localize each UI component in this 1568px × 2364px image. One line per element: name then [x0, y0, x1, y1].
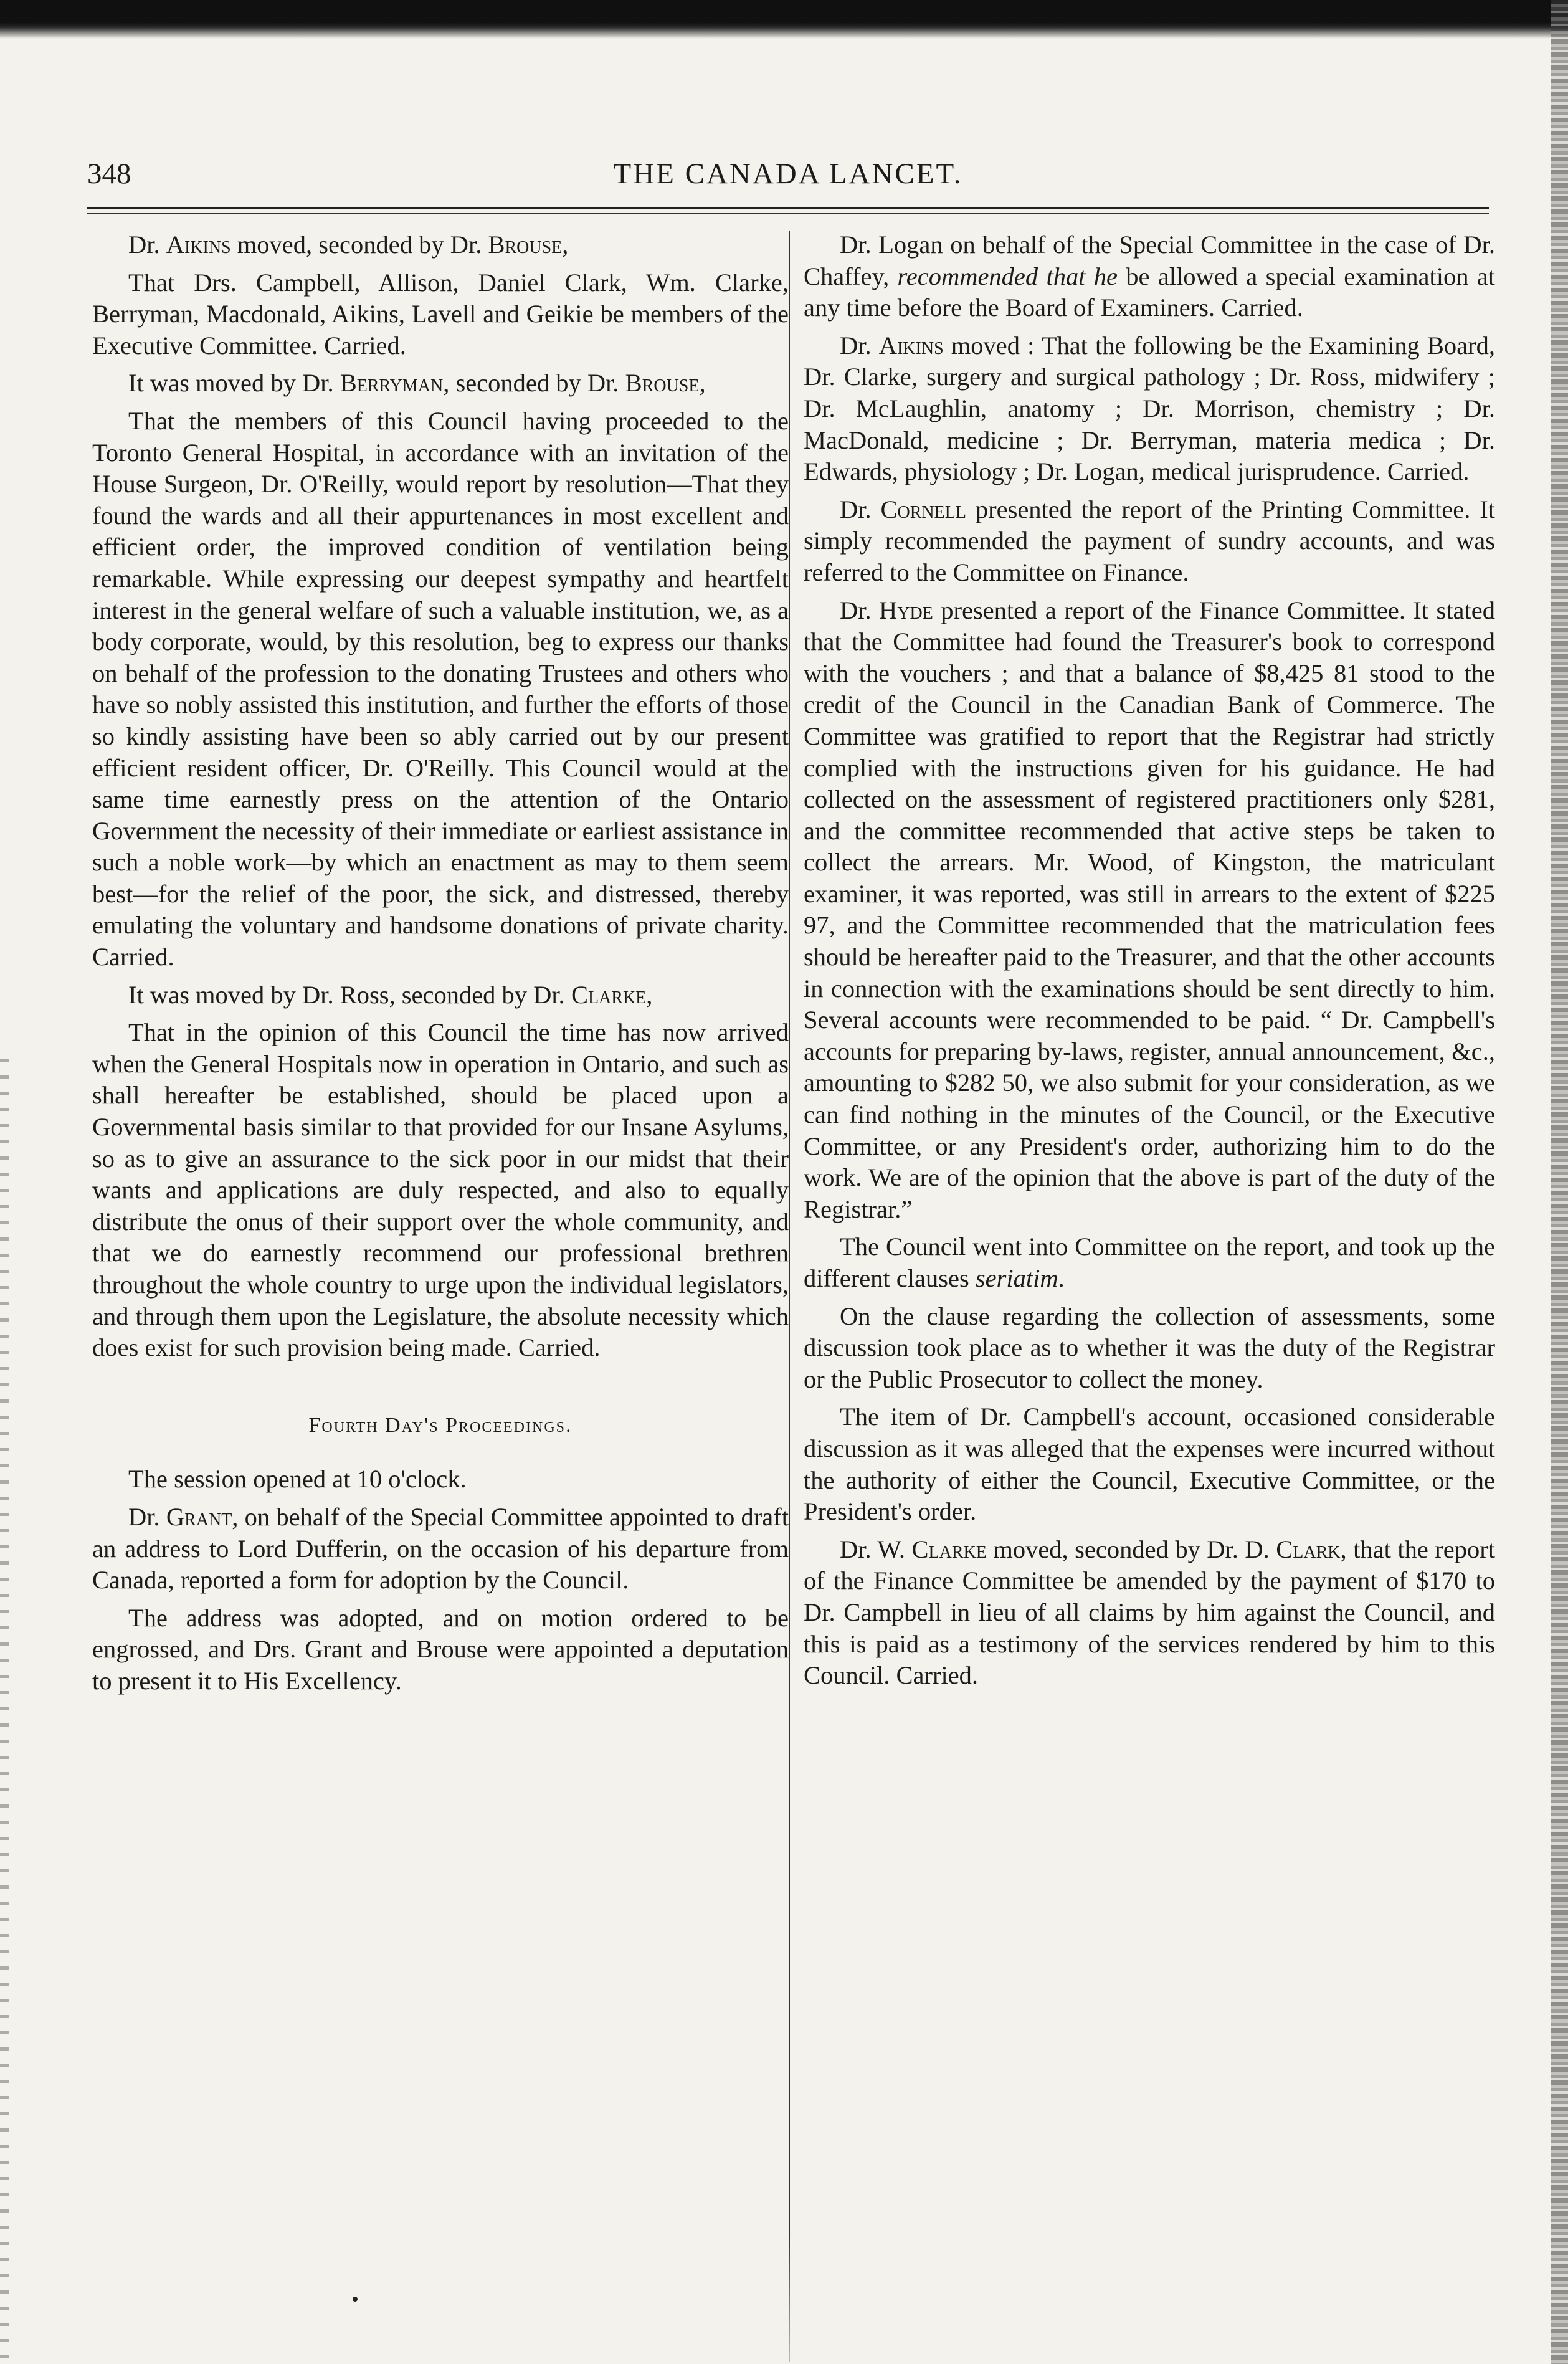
paragraph: The session opened at 10 o'clock.: [128, 1465, 467, 1494]
paragraph: Dr. Aikins moved, seconded by Dr. Brouse,: [128, 231, 569, 259]
paragraph: Dr. Hyde presented a report of the Finance Committee. It stated that the Committee had found the Treasurer's book to correspond with the vouchers ; and that a balance of $8,425 81 stood to the credit of the Council in the Canadian Bank of Commerce. The Committee was gratified to report that the Registrar had strictly complied with the instructions given for his guidance. He had collected on the assessment of registered practitioners only $281, and the committee recommended that active steps be taken to collect the arrears. Mr. Wood, of Kingston, the matriculant examiner, it was reported, was still in arrears to the extent of $225 97, and the Committee recommended that the matriculation fees should be hereafter paid to the Treasurer, and that the other accounts in connection with the examinations should be sent directly to him. Several accounts were recommended to be paid. “ Dr. Campbell's accounts for preparing by-laws, register, annual announcement, &c., amounting to $282 50, we also submit for your consideration, as we can find nothing in the minutes of the Council, or the Executive Committee, or any President's order, authorizing him to do the work. We are of the opinion that the above is part of the duty of the Registrar.”: [804, 596, 1495, 1223]
paragraph: That in the opinion of this Council the time has now arrived when the General Hospitals now in operation in Ontario, and such as shall hereafter be established, should be placed upon a Governmental basis similar to that provided for our Insane Asylums, so as to give an assurance to the sick poor in our midst that their wants and applications are duly respected, and also to equally distribute the onus of their support over the whole community, and that we do earnestly recommend our professional brethren throughout the whole country to urge upon the individual legislators, and through them upon the Legislature, the absolute necessity which does exist for such provision being made. Carried.: [92, 1018, 789, 1362]
scan-top-border: [0, 0, 1568, 39]
header-rule: [87, 207, 1489, 209]
header-rule-thin: [87, 213, 1489, 214]
paragraph: The address was adopted, and on motion ordered to be engrossed, and Drs. Grant and Brouse were appointed a deputation to present it to His Excellency.: [92, 1603, 789, 1695]
paragraph: Dr. Aikins moved : That the following be the Examining Board, Dr. Clarke, surgery and surgical pathology ; Dr. Ross, midwifery ; Dr. McLaughlin, anatomy ; Dr. Morrison, chemistry ; Dr. MacDonald, medicine ; Dr. Berryman, materia medica ; Dr. Edwards, physiology ; Dr. Logan, medical jurisprudence. Carried.: [804, 331, 1496, 486]
column-divider: [789, 231, 790, 2362]
paragraph: It was moved by Dr. Berryman, seconded by Dr. Brouse,: [128, 369, 706, 398]
page-number: 348: [87, 158, 131, 190]
paragraph: The Council went into Committee on the report, and took up the different clauses seriatim.: [804, 1232, 1495, 1292]
section-heading: Fourth Day's Proceedings.: [308, 1413, 573, 1437]
paragraph: That Drs. Campbell, Allison, Daniel Clark, Wm. Clarke, Berryman, Macdonald, Aikins, Lavell and Geikie be members of the Executive Committee. Carried.: [92, 268, 789, 360]
left-column: [92, 229, 789, 1704]
paragraph: Dr. Grant, on behalf of the Special Committee appointed to draft an address to Lord Dufferin, on the occasion of his departure from Canada, reported a form for adoption by the Council.: [92, 1502, 789, 1594]
paragraph: It was moved by Dr. Ross, seconded by Dr. Clarke,: [128, 980, 653, 1009]
page-header: [87, 157, 1489, 203]
ink-speck: [353, 2297, 358, 2302]
paragraph: Dr. Cornell presented the report of the Printing Committee. It simply recommended the payment of sundry accounts, and was referred to the Committee on Finance.: [804, 495, 1495, 586]
paragraph: The item of Dr. Campbell's account, occasioned considerable discussion as it was alleged that the expenses were incurred without the authority of either the Council, Executive Committee, or the President's order.: [804, 1403, 1495, 1526]
scan-left-edge: [0, 1059, 9, 2364]
paragraph: That the members of this Council having proceeded to the Toronto General Hospital, in accordance with an invitation of the House Surgeon, Dr. O'Reilly, would report by resolution—That they found the wards and all their appurtenances in most excellent and efficient order, the improved condition of ventilation being remarkable. While expressing our deepest sympathy and heartfelt interest in the general welfare of such a valuable institution, we, as a body corporate, would, by this resolution, beg to express our thanks on behalf of the profession to the donating Trustees and others who have so nobly assisted this institution, and further the efforts of those so kindly assisting have been so ably carried out by our present efficient resident officer, Dr. O'Reilly. This Council would at the same time earnestly press on the attention of the Ontario Government the necessity of their immediate or earliest assistance in such a noble work—by which an enactment as may to them seem best—for the relief of the poor, the sick, and distressed, thereby emulating the voluntary and handsome donations of private charity. Carried.: [92, 406, 789, 971]
scan-right-edge: [1551, 0, 1568, 2364]
paragraph: On the clause regarding the collection of assessments, some discussion took place as to whether it was the duty of the Registrar or the Public Prosecutor to collect the money.: [804, 1302, 1495, 1393]
right-column: [804, 229, 1495, 1698]
paragraph: Dr. W. Clarke moved, seconded by Dr. D. Clark, that the report of the Finance Committee be amended by the payment of $170 to Dr. Campbell in lieu of all claims by him against the Council, and this is paid as a testimony of the services rendered by him to this Council. Carried.: [804, 1535, 1495, 1690]
paragraph: Dr. Logan on behalf of the Special Committee in the case of Dr. Chaffey, recommended that he be allowed a special examination at any time before the Board of Examiners. Carried.: [804, 231, 1496, 322]
journal-title: THE CANADA LANCET.: [613, 158, 963, 190]
